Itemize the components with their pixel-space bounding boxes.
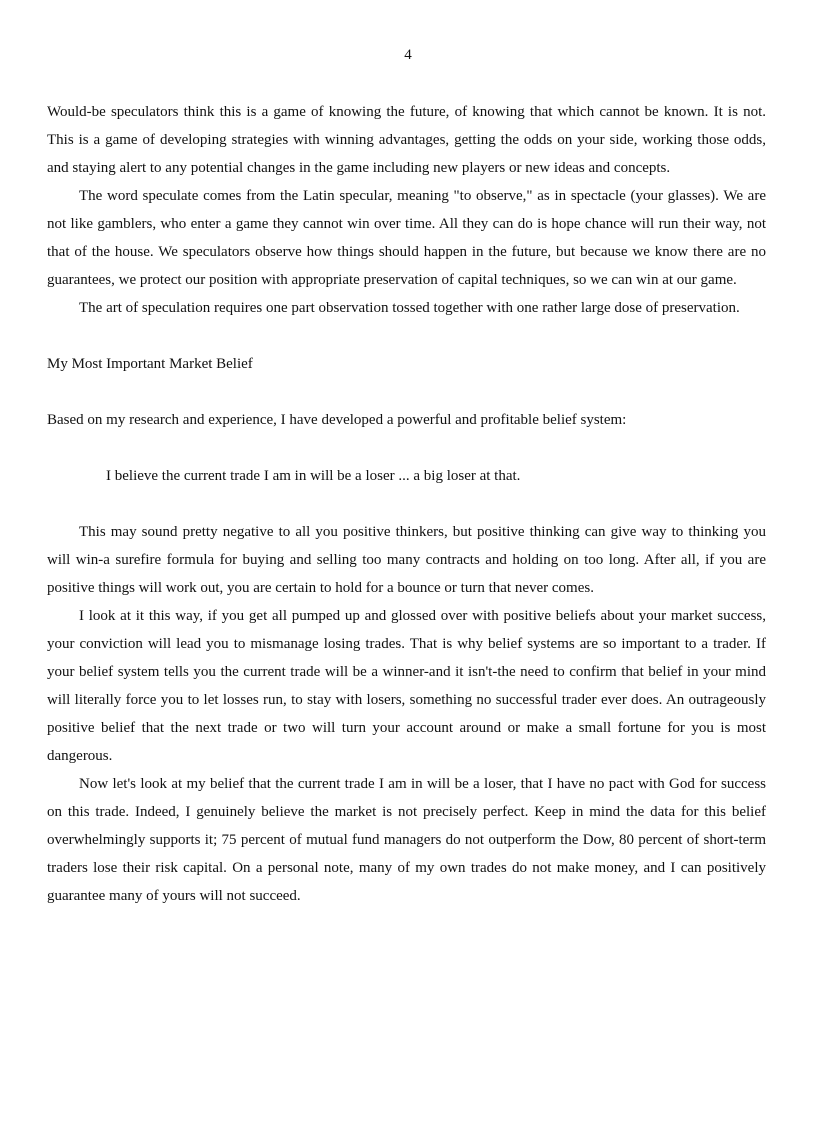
paragraph: The word speculate comes from the Latin specular, meaning "to observe," as in spectacle (your glasses). We are not like gamblers, who enter a game they cannot win over time. All they can do is hope chance will run their way, not that of the house. We speculators observe how things should happen in the future, but because we know there are no guarantees, we protect our position with appropriate preservation of capital techniques, so we can win at our game. [47,188,766,288]
paragraph: This may sound pretty negative to all you positive thinkers, but positive thinking can give way to thinking you will win-a surefire formula for buying and selling too many contracts and holding on too long. After all, if you are positive things will work out, you are certain to hold for a bounce or turn that never comes. [47,524,766,596]
page-number: 4 [404,47,412,63]
belief-intro: Based on my research and experience, I have developed a powerful and profitable belief system: [47,412,627,428]
paragraph: I look at it this way, if you get all pumped up and glossed over with positive beliefs about your market success, your conviction will lead you to mismanage losing trades. That is why belief systems are so important to a trader. If your belief system tells you the current trade will be a winner-and it isn't-the need to confirm that belief in your mind will literally force you to let losses run, to stay with losers, something no successful trader ever does. An outrageously positive belief that the next trade or two will turn your account around or make a small fortune for you is most dangerous. [47,608,766,764]
section-heading: My Most Important Market Belief [47,356,253,372]
belief-quote: I believe the current trade I am in will be a loser ... a big loser at that. [106,468,521,484]
paragraph: The art of speculation requires one part observation tossed together with one rather large dose of preservation. [79,300,740,316]
paragraph: Would-be speculators think this is a game of knowing the future, of knowing that which cannot be known. It is not. This is a game of developing strategies with winning advantages, getting the odds on your side, working those odds, and staying alert to any potential changes in the game including new players or new ideas and concepts. [47,104,766,176]
page-body [47,98,766,910]
paragraph: Now let's look at my belief that the current trade I am in will be a loser, that I have no pact with God for success on this trade. Indeed, I genuinely believe the market is not precisely perfect. Keep in mind the data for this belief overwhelmingly supports it; 75 percent of mutual fund managers do not outperform the Dow, 80 percent of short-term traders lose their risk capital. On a personal note, many of my own trades do not make money, and I can positively guarantee many of yours will not succeed. [47,776,766,904]
